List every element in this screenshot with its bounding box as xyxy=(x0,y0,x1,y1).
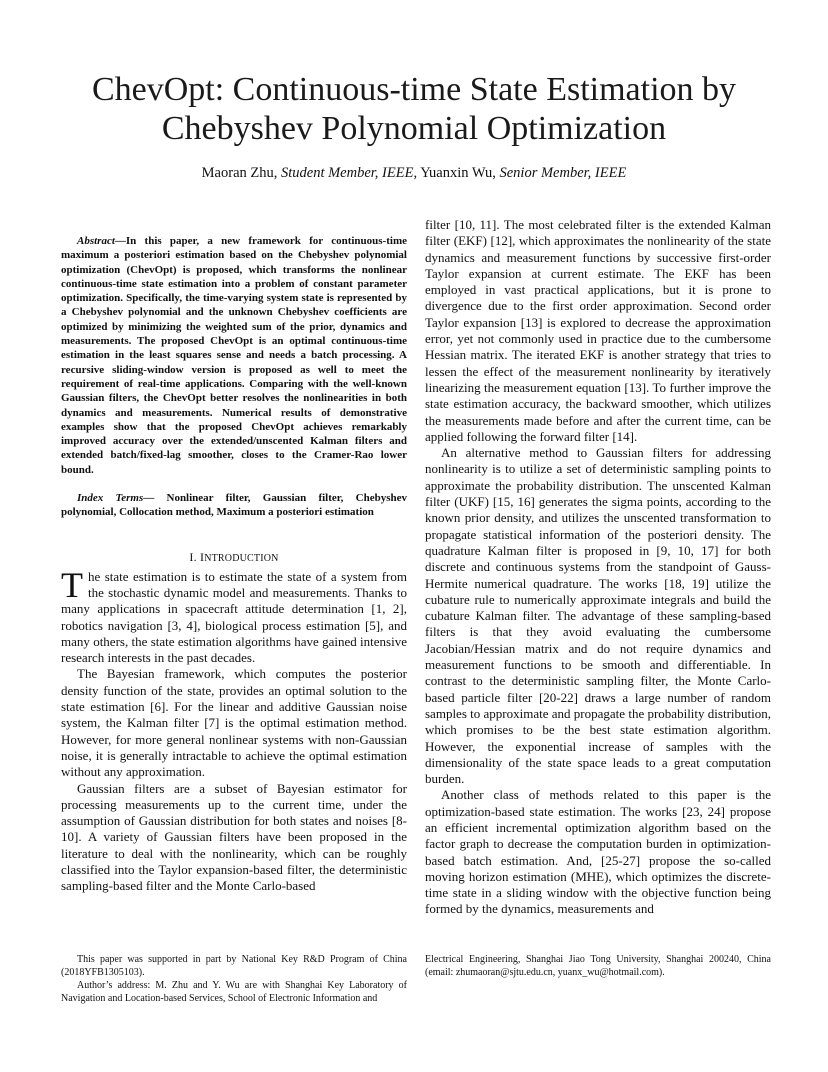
body-paragraph: An alternative method to Gaussian filters for addressing nonlinearity is to utilize a set of deterministic sampling points to approximate the probability distribution. The unscented Kalman filter (UKF) [15, 16] generates the sigma points, according to the known prior density, and utilizes the unscented transformation to propagate statistical information of the posteriori density. The quadrature Kalman filter is proposed in [9, 10, 17] for both discrete and continuous systems from the standpoint of Gauss-Hermite numerical quadrature. The works [18, 19] utilize the cubature rule to numerically approximate integrals and build the cubature Kalman filter. The advantage of these sampling-based filters is that they avoid evaluating the cumbersome Jacobian/Hessian matrix and do not require dynamics and measurement functions to be smooth and differentiable. In contrast to the deterministic sampling filter, the Monte Carlo-based particle filter [20-22] draws a large number of random samples to approximate and propagate the probability distribution, which promises to be the best state estimation algorithm. However, the exponential increase of samples with the dimensionality of the state space leads to a great computation burden. xyxy=(425,445,771,787)
index-terms-text: Nonlinear filter, Gaussian filter, Chebyshev polynomial, Collocation method, Maximum a posteriori estimation xyxy=(61,492,407,519)
author-name: Yuanxin Wu, xyxy=(420,165,496,181)
body-paragraph: The Bayesian framework, which computes the posterior density function of the state, provides an optimal solution to the state estimation [6]. For the linear and additive Gaussian noise system, the Kalman filter [7] is the optimal estimation method. However, for more general nonlinear systems with non-Gaussian noise, it is generally intractable to achieve the optimal estimation without any approximation. xyxy=(61,666,407,780)
footnote-address: Author’s address: M. Zhu and Y. Wu are with Shanghai Key Laboratory of Navigation and Location-based Services, School of Electronic Information and xyxy=(61,980,407,1004)
index-terms: Index Terms— Nonlinear filter, Gaussian filter, Chebyshev polynomial, Collocation method, Maximum a posteriori estimation xyxy=(61,492,407,519)
author-role: Student Member, IEEE, xyxy=(280,165,418,181)
right-column xyxy=(425,217,771,918)
author-name: Maoran Zhu, xyxy=(201,165,278,181)
abstract: Abstract—In this paper, a new framework for continuous-time maximum a posteriori estimation based on the Chebyshev polynomial optimization (ChevOpt) is proposed, which transforms the nonlinear continuous-time state estimation into a problem of constant parameter optimization. Specifically, the time-varying system state is represented by a Chebyshev polynomial and the unknown Chebyshev coefficients are optimized by minimizing the weighted sum of the prior, dynamics and measurements. The proposed ChevOpt is an optimal continuous-time estimation in the least squares sense and needs a batch processing. A recursive sliding-window version is proposed as well to meet the requirement of real-time applications. Comparing with the well-known Gaussian filters, the ChevOpt better resolves the nonlinearities in both dynamics and measurements. Numerical results of demonstrative examples show that the proposed ChevOpt achieves remarkably improved accuracy over the extended/unscented Kalman filters and extended batch/fixed-lag smoother, closes to the Cramer-Rao lower bound. xyxy=(61,235,407,476)
footnote-funding: This paper was supported in part by National Key R&D Program of China (2018YFB1305103). xyxy=(61,954,407,978)
body-paragraph: filter [10, 11]. The most celebrated filter is the extended Kalman filter (EKF) [12], which approximates the nonlinearity of the state dynamics and measurement functions by successive first-order Taylor expansion at current estimate. The EKF has been employed in vast practical applications, but it is prone to divergence due to the first order approximation. Second order Taylor expansion [13] is explored to decrease the approximation error, yet not commonly used in practice due to the cumbersome Hessian matrix. The iterated EKF is another strategy that tries to lessen the effect of the measurement nonlinearity by iteratively linearizing the measurement equation [13]. To further improve the state estimation accuracy, the backward smoother, which utilizes the measurements made before and after the current time, can be applied following the forward filter [14]. xyxy=(425,217,771,444)
body-paragraph: Gaussian filters are a subset of Bayesian estimator for processing measurements up to the current time, under the assumption of Gaussian distribution for both states and noises [8-10]. A variety of Gaussian filters have been proposed in the literature to deal with the nonlinearity, which can be roughly classified into the Taylor expansion-based filter, the deterministic sampling-based filter and the Monte Carlo-based xyxy=(61,780,407,894)
body-paragraph xyxy=(61,564,407,667)
section-title-rest: NTRODUCTION xyxy=(204,552,279,564)
section-title-initial: I xyxy=(199,549,205,564)
author-line xyxy=(40,165,788,182)
left-column xyxy=(61,217,407,895)
section-number: I. xyxy=(189,549,197,564)
drop-cap: T xyxy=(61,564,83,605)
body-paragraph: Another class of methods related to this paper is the optimization-based state estimation. The works [23, 24] propose an efficient incremental optimization algorithm based on the factor graph to decrease the computation burden in optimization-based batch estimation. And, [25-27] propose the so-called moving horizon estimation (MHE), which optimizes the discrete-time state in a sliding window with the objective function being formed by the dynamics, measurements and xyxy=(425,787,771,917)
section-heading xyxy=(61,550,407,565)
author-role: Senior Member, IEEE xyxy=(499,165,627,181)
abstract-lead: Abstract xyxy=(77,235,115,247)
abstract-text: In this paper, a new framework for continuous-time maximum a posteriori estimation based on the Chebyshev polynomial optimization (ChevOpt) is proposed, which transforms the nonlinear continuous-time state estimation into a problem of constant parameter optimization. Specifically, the time-varying system state is represented by a Chebyshev polynomial and the unknown Chebyshev coefficients are optimized by minimizing the weighted sum of the prior, dynamics and measurements. The proposed ChevOpt is an optimal continuous-time estimation in the least squares sense and needs a batch processing. A recursive sliding-window version is proposed as well to meet the requirement of real-time applications. Comparing with the well-known Gaussian filters, the ChevOpt better resolves the nonlinearities in both dynamics and measurements. Numerical results of demonstrative examples show that the proposed ChevOpt achieves remarkably improved accuracy over the extended/unscented Kalman filters and extended batch/fixed-lag smoother, closes to the Cramer-Rao lower bound. xyxy=(61,235,407,476)
footnote-right xyxy=(425,953,771,979)
footnote-address-cont: Electrical Engineering, Shanghai Jiao Tong University, Shanghai 200240, China (email: zhumaoran@sjtu.edu.cn, yuanx_wu@hotmail.com). xyxy=(425,954,771,978)
index-terms-lead: Index Terms xyxy=(77,492,144,505)
paragraph-text: he state estimation is to estimate the state of a system from the stochastic dynamic model and measurements. Thanks to many applications in spacecraft attitude determination [1, 2], robotics navigation [3, 4], biological process estimation [5], and many others, the state estimation algorithms have gained intensive research interests in the past decades. xyxy=(61,568,407,666)
footnote-left xyxy=(61,953,407,1005)
paper-title: ChevOpt: Continuous-time State Estimation by Chebyshev Polynomial Optimization xyxy=(91,71,737,147)
